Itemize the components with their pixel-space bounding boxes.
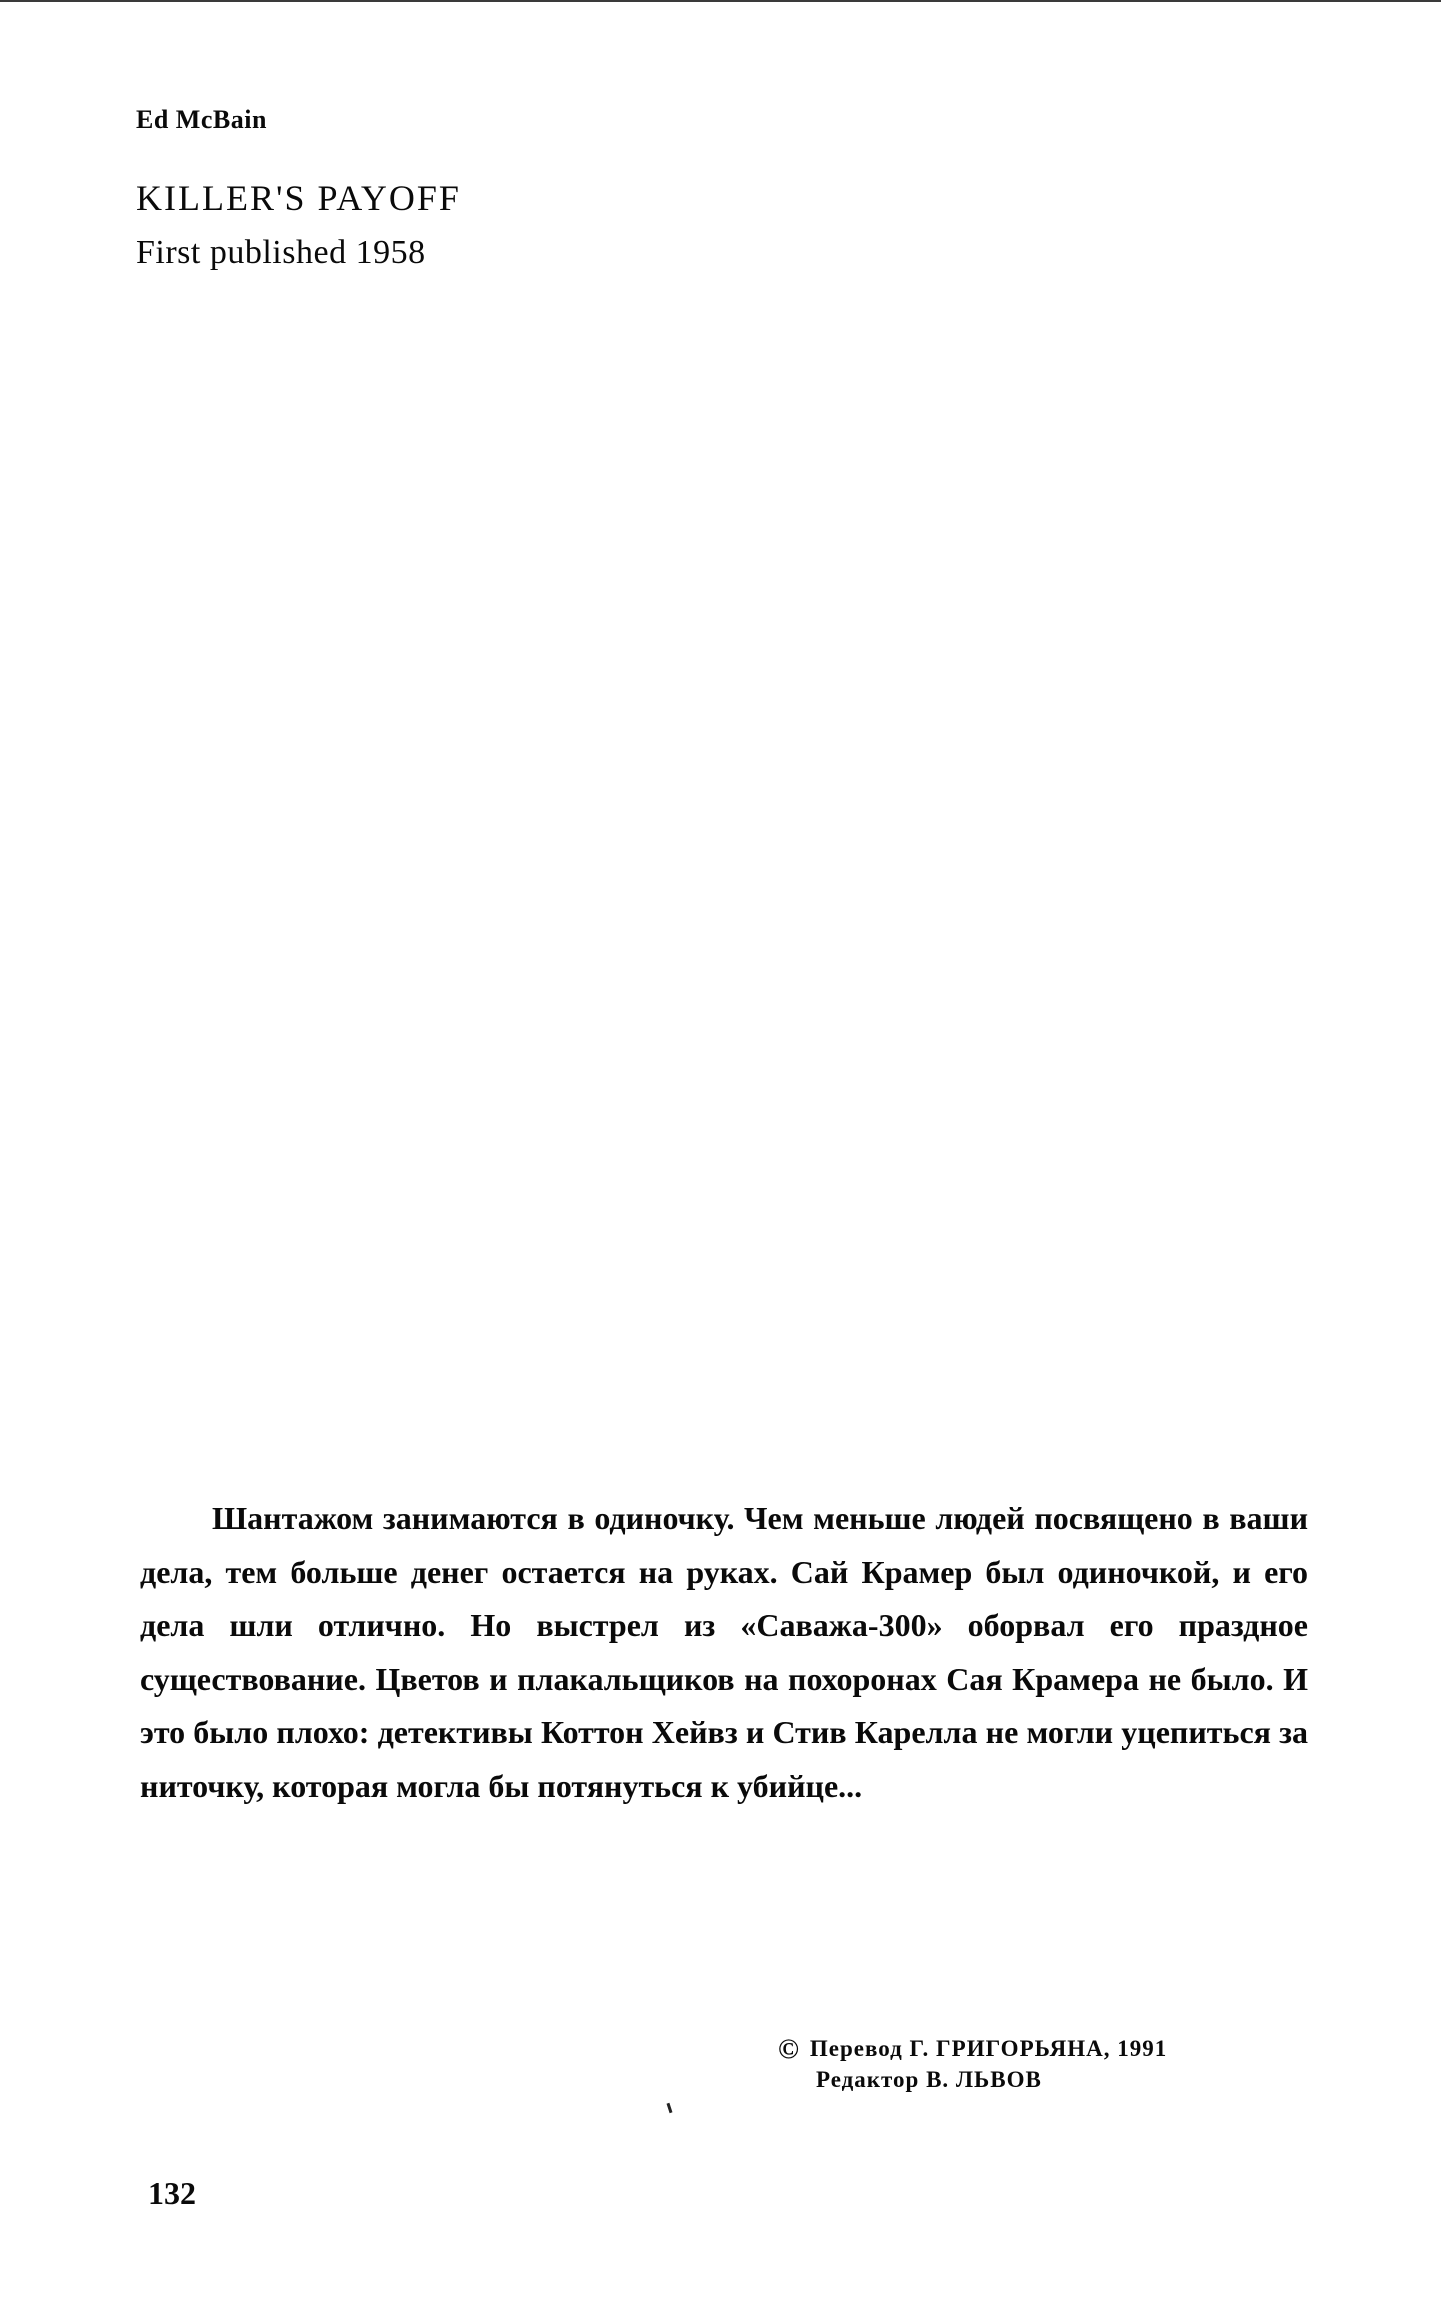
translation-credit bbox=[778, 2034, 1167, 2065]
author-name: Ed McBain bbox=[136, 105, 267, 134]
credits-block bbox=[778, 2034, 1167, 2095]
editor-credit: Редактор В. ЛЬВОВ bbox=[816, 2067, 1042, 2092]
print-speck bbox=[667, 2103, 673, 2113]
book-title: KILLER'S PAYOFF bbox=[136, 178, 461, 218]
translation-credit-text: Перевод Г. ГРИГОРЬЯНА, 1991 bbox=[809, 2036, 1168, 2061]
page-number: 132 bbox=[148, 2175, 196, 2211]
book-annotation: Шантажом занимаются в одиночку. Чем меньше людей посвящено в ваши дела, тем больше денег остается на руках. Сай Крамер был одиночкой, и его дела шли отлично. Но выстрел из «Саважа-300» оборвал его праздное существование. Цветов и плакальщиков на похоронах Сая Крамера не было. И это было плохо: детективы Коттон Хейвз и Стив Карелла не могли уцепиться за ниточку, которая могла бы потянуться к убийце... bbox=[140, 1500, 1308, 1804]
publication-note: First published 1958 bbox=[136, 234, 426, 271]
copyright-icon: © bbox=[778, 2034, 800, 2065]
top-border-rule bbox=[0, 0, 1441, 2]
